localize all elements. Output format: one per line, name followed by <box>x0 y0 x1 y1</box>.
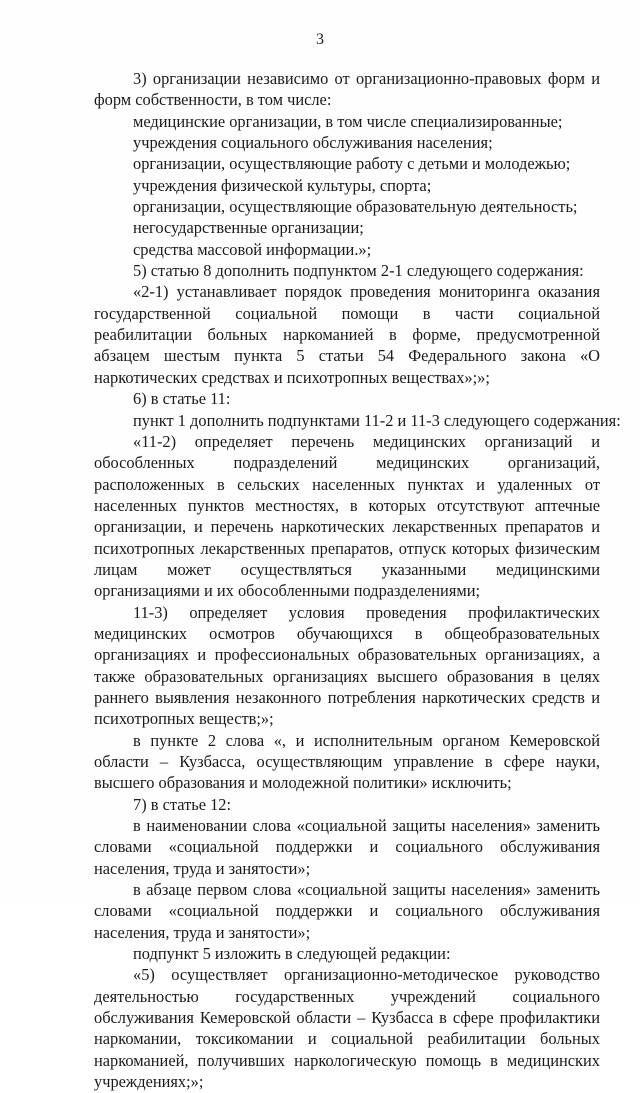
paragraph-subpoint-5: подпункт 5 изложить в следующей редакции: <box>133 944 451 964</box>
paragraph-item-5: 5) статью 8 дополнить подпунктом 2-1 следующего содержания: <box>133 261 584 281</box>
paragraph-item-7: 7) в статье 12: <box>133 794 232 814</box>
paragraph-11-2: «11-2) определяет перечень медицинских организаций и обособленных подразделений медицинских организаций, расположенных в сельских населенных пунктах и удаленных от населенных пунктов местностях, в которых отсутствуют аптечные организации, и перечень наркотических лекарственных препаратов и психотропных лекарственных препаратов, отпуск которых физическим лицам может осуществляться указанными медицинскими организациями и их обособленными подразделениями; <box>94 431 600 601</box>
paragraph-point-1: пункт 1 дополнить подпунктами 11-2 и 11-3 следующего содержания: <box>133 410 621 430</box>
paragraph-naming: в наименовании слова «социальной защиты населения» заменить словами «социальной поддержки и социального обслуживания населения, труда и занятости»; <box>94 816 600 878</box>
list-item: средства массовой информации.»; <box>133 239 372 259</box>
paragraph-first-abzac: в абзаце первом слова «социальной защиты населения» заменить словами «социальной поддержки и социального обслуживания населения, труда и занятости»; <box>94 880 600 942</box>
list-item: организации, осуществляющие образовательную деятельность; <box>133 197 578 217</box>
paragraph-point-2: в пункте 2 слова «, и исполнительным органом Кемеровской области – Кузбасса, осуществляющим управление в сфере науки, высшего образования и молодежной политики» исключить; <box>94 730 600 793</box>
list-item: негосударственные организации; <box>133 218 364 238</box>
paragraph-11-3: 11-3) определяет условия проведения профилактических медицинских осмотров обучающихся в общеобразовательных организациях и профессиональных образовательных организациях, а также образовательных организациях высшего образования в целях раннего выявления незаконного потребления наркотических средств и психотропных веществ;»; <box>94 602 600 729</box>
list-item: организации, осуществляющие работу с детьми и молодежью; <box>133 154 571 174</box>
paragraph-2-1: «2-1) устанавливает порядок проведения мониторинга оказания государственной социальной помощи в части социальной реабилитации больных наркоманией в форме, предусмотренной абзацем шестым пункта 5 статьи 54 Федерального закона «О наркотических средствах и психотропных веществах»;»; <box>94 282 600 387</box>
list-item: учреждения физической культуры, спорта; <box>133 175 432 195</box>
list-item: учреждения социального обслуживания населения; <box>133 133 493 153</box>
list-item: медицинские организации, в том числе специализированные; <box>133 111 563 131</box>
page-number: 3 <box>316 31 324 48</box>
paragraph-item-6: 6) в статье 11: <box>133 389 231 409</box>
paragraph-item-3: 3) организации независимо от организационно-правовых форм и форм собственности, в том числе: <box>94 69 600 110</box>
paragraph-5: «5) осуществляет организационно-методическое руководство деятельностью государственных учреждений социального обслуживания Кемеровской области – Кузбасса в сфере профилактики наркомании, токсикомании и социальной реабилитации больных наркоманией, получивших наркологическую помощь в медицинских учреждениях;»; <box>94 965 600 1092</box>
document-body <box>94 68 621 1093</box>
